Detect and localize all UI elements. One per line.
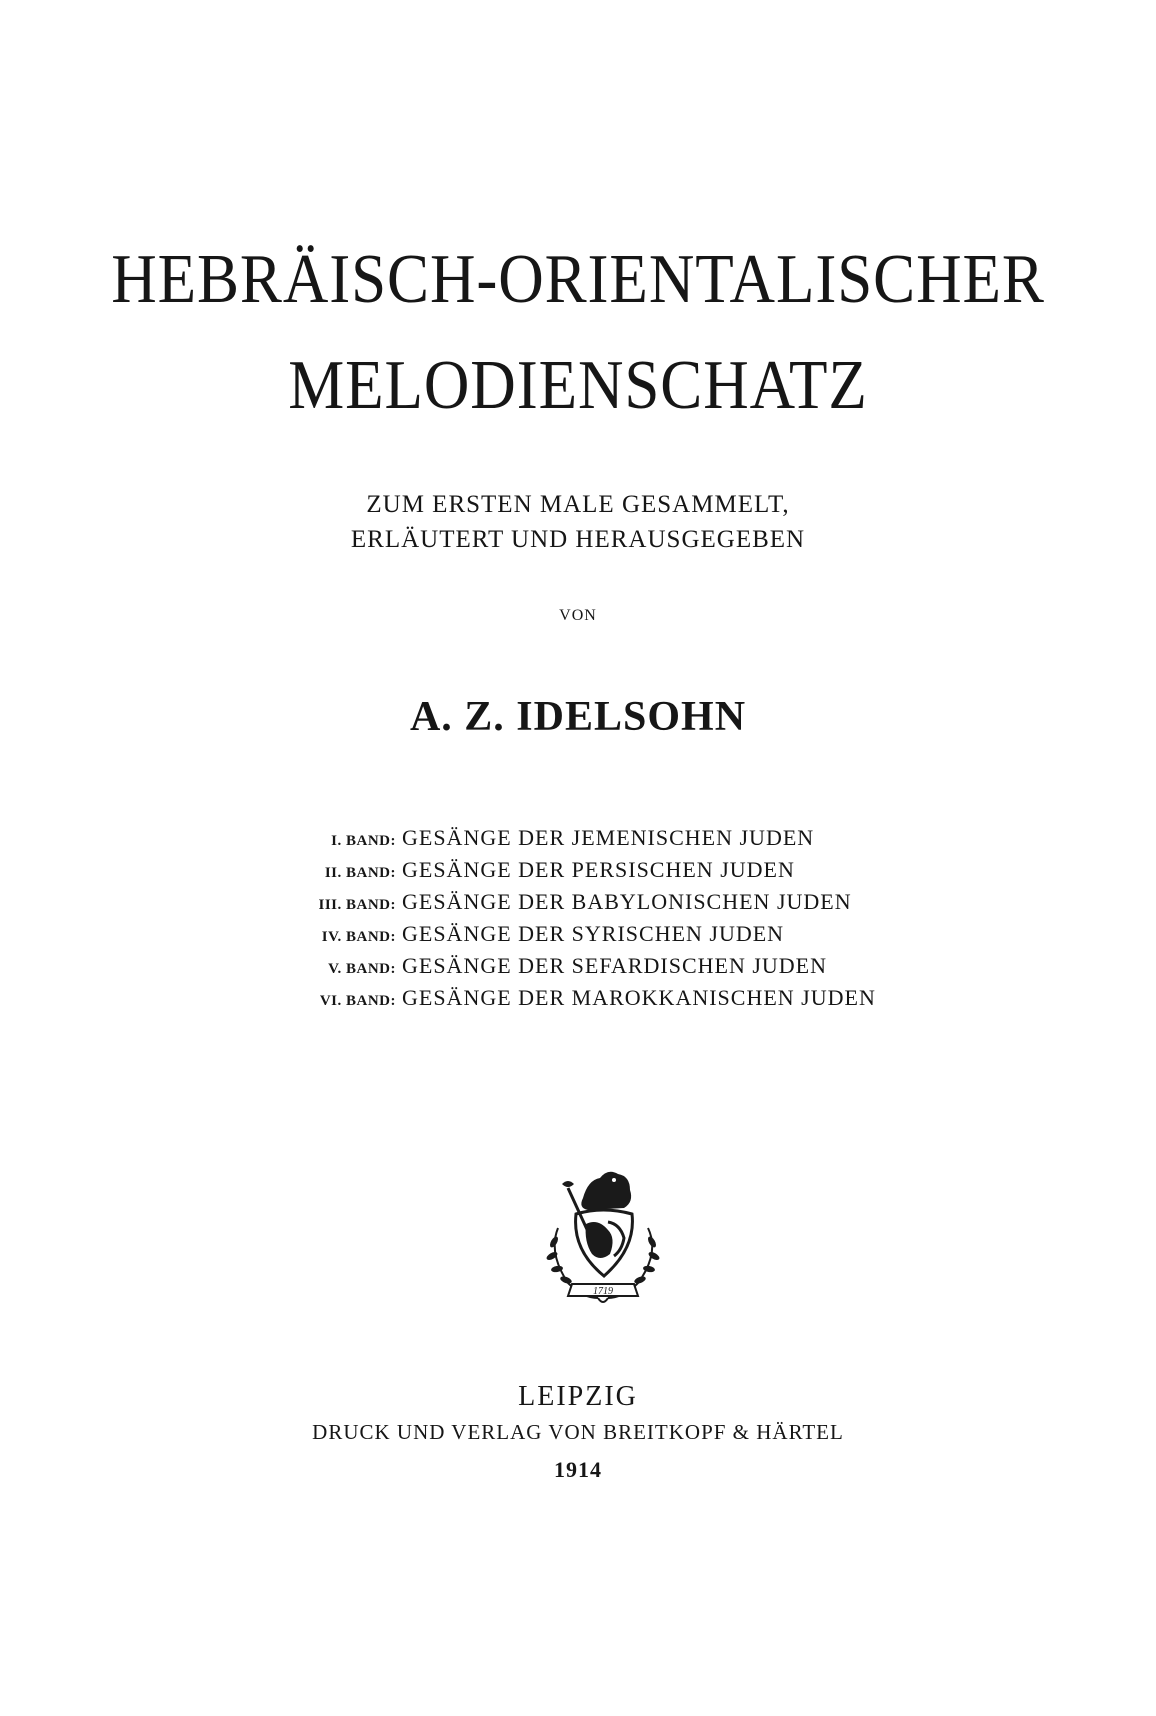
volume-item [250, 985, 950, 1017]
volume-title: GESÄNGE DER SEFARDISCHEN JUDEN [402, 953, 828, 978]
volume-number: VI. BAND: [319, 993, 396, 1009]
volume-title: GESÄNGE DER BABYLONISCHEN JUDEN [402, 889, 852, 914]
volume-number: V. BAND: [328, 961, 396, 977]
book-title-line-1: HEBRÄISCH-ORIENTALISCHER [111, 241, 1045, 318]
volume-item [250, 921, 950, 953]
subtitle-line-1: ZUM ERSTEN MALE GESAMMELT, [366, 491, 790, 518]
publisher-emblem-icon [538, 1158, 668, 1308]
volume-number: II. BAND: [324, 865, 396, 881]
volume-title: GESÄNGE DER JEMENISCHEN JUDEN [402, 825, 815, 850]
book-title-line-2: MELODIENSCHATZ [288, 347, 868, 424]
imprint-year: 1914 [554, 1457, 602, 1482]
volume-number: III. BAND: [318, 897, 396, 913]
volume-item [250, 825, 950, 857]
volume-item [250, 889, 950, 921]
author-name: A. Z. IDELSOHN [409, 694, 747, 740]
volume-item [250, 857, 950, 889]
volume-title: GESÄNGE DER MAROKKANISCHEN JUDEN [402, 985, 876, 1010]
by-label: VON [559, 607, 597, 624]
imprint-publisher: DRUCK UND VERLAG VON BREITKOPF & HÄRTEL [312, 1420, 844, 1444]
volume-item [250, 953, 950, 985]
imprint-city: LEIPZIG [518, 1381, 638, 1412]
volume-title: GESÄNGE DER SYRISCHEN JUDEN [402, 921, 785, 946]
volume-title: GESÄNGE DER PERSISCHEN JUDEN [402, 857, 795, 882]
volume-number: I. BAND: [331, 833, 396, 849]
subtitle-line-2: ERLÄUTERT UND HERAUSGEGEBEN [350, 526, 806, 553]
emblem-year-mark: 1719 [593, 1286, 613, 1297]
volume-number: IV. BAND: [321, 929, 396, 945]
volume-list [250, 825, 950, 1017]
